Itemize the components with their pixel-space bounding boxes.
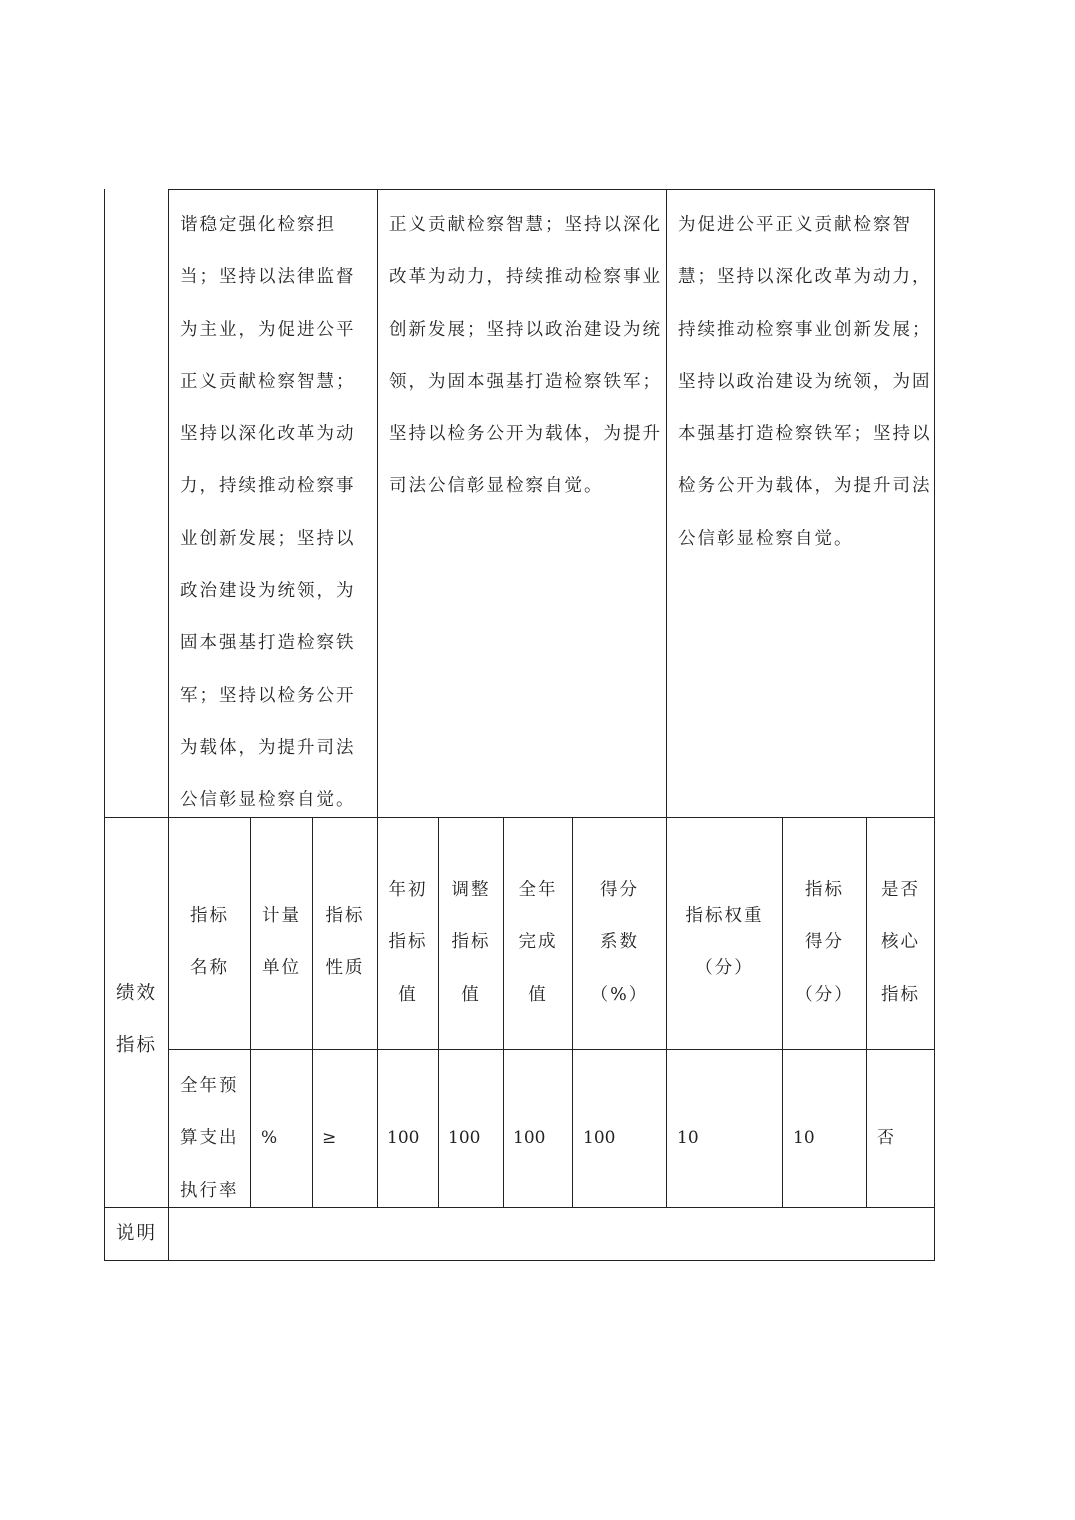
objective-text-col2: 正义贡献检察智慧；坚持以深化 改革为动力，持续推动检察事业 创新发展；坚持以政治建设为统 领，为固本强基打造检察铁军； 坚持以检务公开为载体，为提升 司法公信彰显检察自觉。: [389, 215, 662, 497]
row-completed-value: 100: [513, 1128, 546, 1148]
header-indicator-score: 指标 得分 （分）: [795, 880, 854, 1005]
header-indicator-name: 指标 名称: [190, 906, 229, 979]
header-unit: 计量 单位: [262, 906, 301, 979]
row-initial-target: 100: [387, 1128, 420, 1148]
header-core-indicator: 是否 核心 指标: [881, 880, 920, 1005]
row-score-coefficient: 100: [583, 1128, 616, 1148]
table-left-border: [104, 189, 105, 1261]
header-completed-value: 全年 完成 值: [518, 880, 558, 1005]
row-weight: 10: [677, 1128, 699, 1148]
table-bottom-border: [104, 1260, 935, 1261]
label-column-divider: [168, 189, 169, 1261]
table-top-border: [168, 189, 935, 190]
objective-col-divider-2: [666, 189, 667, 817]
row-indicator-name: 全年预 算支出 执行率: [180, 1076, 239, 1201]
row-core-indicator: 否: [877, 1128, 894, 1148]
header-adjusted-target: 调整 指标 值: [451, 880, 491, 1005]
notes-label: 说明: [115, 1223, 157, 1244]
header-weight: 指标权重 （分）: [685, 906, 764, 979]
row-unit: %: [261, 1128, 278, 1148]
performance-section-label: 绩效 指标: [115, 983, 157, 1057]
objective-text-col3: 为促进公平正义贡献检察智 慧；坚持以深化改革为动力， 持续推动检察事业创新发展； 坚持以政治建设为统领，为固 本强基打造检察铁军；坚持以 检务公开为载体，为提升司法 公信彰显检察自觉。: [678, 215, 932, 549]
header-score-coefficient: 得分 系数 （%）: [590, 880, 649, 1005]
perf-col-divider: [312, 817, 313, 1207]
header-initial-target: 年初 指标 值: [388, 880, 428, 1005]
header-row-divider: [168, 1049, 935, 1050]
row-adjusted-target: 100: [448, 1128, 481, 1148]
row-indicator-score: 10: [793, 1128, 815, 1148]
perf-col-divider: [250, 817, 251, 1207]
header-nature: 指标 性质: [325, 906, 365, 979]
table-right-border: [934, 189, 935, 1261]
objective-text-col1: 谐稳定强化检察担 当；坚持以法律监督 为主业，为促进公平 正义贡献检察智慧； 坚持以深化改革为动 力，持续推动检察事 业创新发展；坚持以 政治建设为统领，为 固本强基打造检察铁 军；坚持以检务公开 为载体，为提升司法 公信彰显检察自觉。: [180, 215, 356, 811]
objective-col-divider-1: [377, 189, 378, 817]
row-nature: ≥: [322, 1128, 337, 1148]
